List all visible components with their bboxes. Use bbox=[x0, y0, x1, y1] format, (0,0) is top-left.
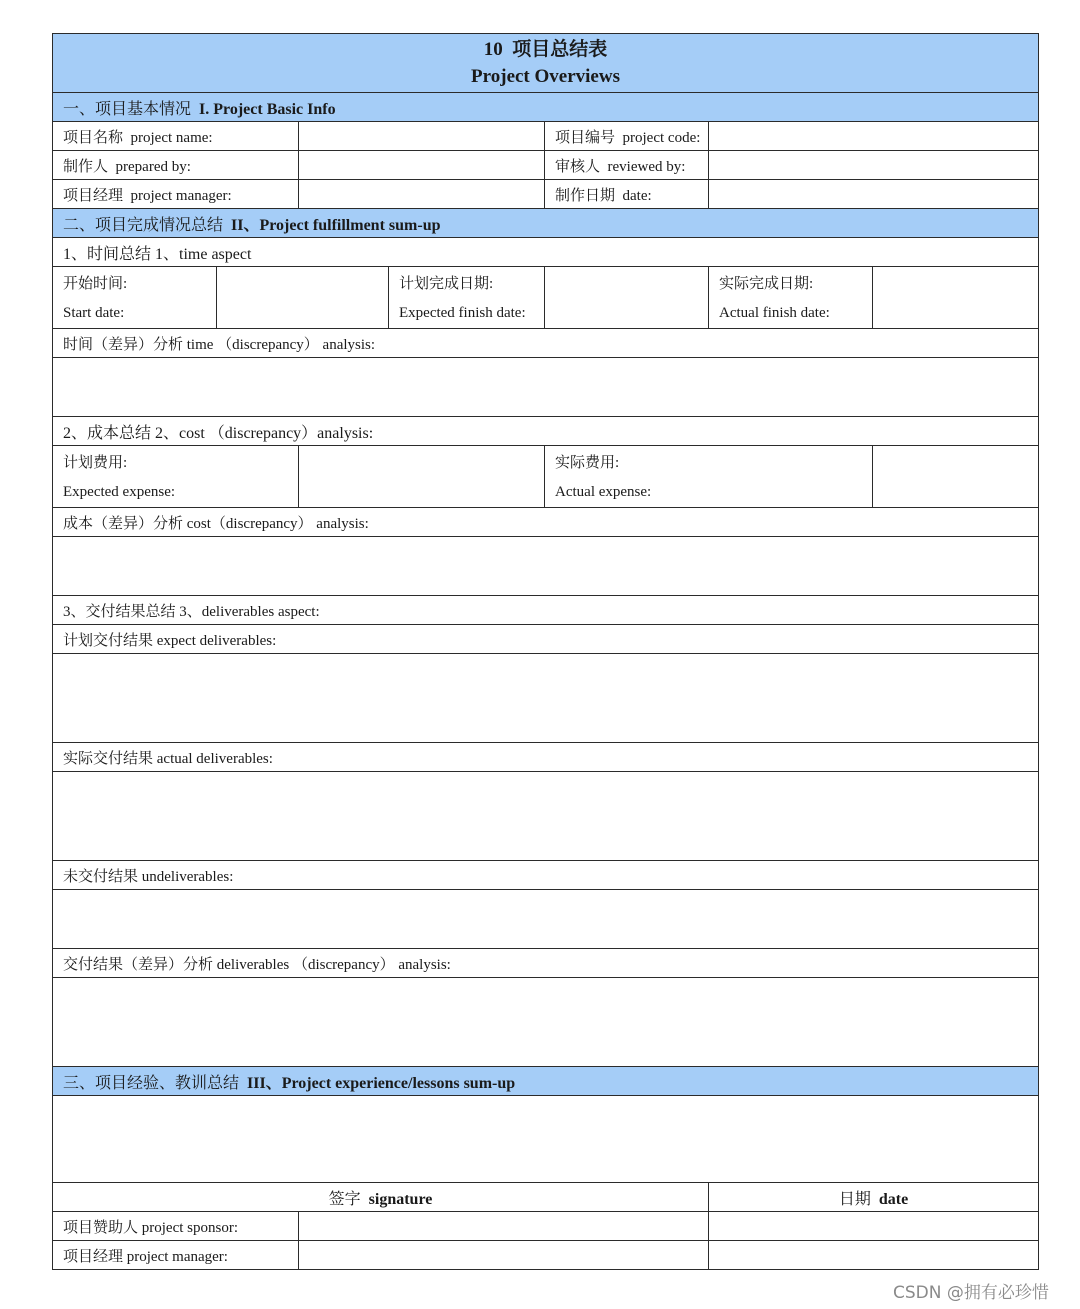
project-manager-label: 项目经理 project manager: bbox=[53, 180, 299, 209]
actual-finish-field[interactable] bbox=[873, 267, 1039, 329]
signature-header: 签字 signature bbox=[53, 1183, 709, 1212]
time-analysis-label: 时间（差异）分析 time （discrepancy） analysis: bbox=[53, 329, 1039, 358]
table-row bbox=[53, 122, 1039, 151]
project-code-field[interactable] bbox=[709, 122, 1039, 151]
sponsor-label: 项目赞助人 project sponsor: bbox=[53, 1212, 299, 1241]
project-overview-form bbox=[52, 33, 1038, 1270]
start-date-field[interactable] bbox=[217, 267, 389, 329]
prepared-by-field[interactable] bbox=[299, 151, 545, 180]
deliverables-analysis-field[interactable] bbox=[53, 978, 1039, 1067]
deliverables-aspect-heading: 3、交付结果总结 3、deliverables aspect: bbox=[53, 596, 1039, 625]
cost-aspect-heading: 2、成本总结 2、cost （discrepancy）analysis: bbox=[53, 417, 1039, 446]
undeliverables-label: 未交付结果 undeliverables: bbox=[53, 861, 1039, 890]
expected-finish-label: 计划完成日期: Expected finish date: bbox=[389, 267, 545, 329]
project-manager-field[interactable] bbox=[299, 180, 545, 209]
form-table bbox=[52, 33, 1039, 1270]
table-row bbox=[53, 180, 1039, 209]
actual-expense-field[interactable] bbox=[873, 446, 1039, 508]
cost-analysis-label: 成本（差异）分析 cost（discrepancy） analysis: bbox=[53, 508, 1039, 537]
project-name-field[interactable] bbox=[299, 122, 545, 151]
table-row bbox=[53, 151, 1039, 180]
actual-finish-label: 实际完成日期: Actual finish date: bbox=[709, 267, 873, 329]
section2-label-en: II、Project fulfillment sum-up bbox=[231, 216, 441, 234]
lessons-field[interactable] bbox=[53, 1096, 1039, 1183]
table-row bbox=[53, 1183, 1039, 1212]
expect-deliverables-field[interactable] bbox=[53, 654, 1039, 743]
deliverables-analysis-label: 交付结果（差异）分析 deliverables （discrepancy） analysis: bbox=[53, 949, 1039, 978]
table-row bbox=[53, 446, 1039, 508]
cost-analysis-field[interactable] bbox=[53, 537, 1039, 596]
manager-label: 项目经理 project manager: bbox=[53, 1241, 299, 1270]
section-lessons-header bbox=[53, 1067, 1039, 1096]
sponsor-date-field[interactable] bbox=[709, 1212, 1039, 1241]
actual-deliverables-field[interactable] bbox=[53, 772, 1039, 861]
reviewed-by-label: 审核人 reviewed by: bbox=[545, 151, 709, 180]
manager-date-field[interactable] bbox=[709, 1241, 1039, 1270]
section1-label-cn: 一、项目基本情况 bbox=[63, 100, 192, 118]
table-row bbox=[53, 267, 1039, 329]
title-number: 10 bbox=[483, 39, 503, 60]
title-cn: 项目总结表 bbox=[512, 39, 608, 60]
table-row bbox=[53, 1212, 1039, 1241]
watermark: CSDN @拥有必珍惜 bbox=[893, 1283, 1049, 1303]
undeliverables-field[interactable] bbox=[53, 890, 1039, 949]
expected-expense-field[interactable] bbox=[299, 446, 545, 508]
date-header: 日期 date bbox=[709, 1183, 1039, 1212]
section-basic-info-header bbox=[53, 93, 1039, 122]
section3-label-en: III、Project experience/lessons sum-up bbox=[247, 1074, 516, 1092]
time-aspect-heading: 1、时间总结 1、time aspect bbox=[53, 238, 1039, 267]
actual-expense-label: 实际费用: Actual expense: bbox=[545, 446, 873, 508]
sponsor-signature-field[interactable] bbox=[299, 1212, 709, 1241]
start-date-label: 开始时间: Start date: bbox=[53, 267, 217, 329]
section1-label-en: I. Project Basic Info bbox=[199, 100, 336, 118]
project-code-label: 项目编号 project code: bbox=[545, 122, 709, 151]
date-label: 制作日期 date: bbox=[545, 180, 709, 209]
project-name-label: 项目名称 project name: bbox=[53, 122, 299, 151]
title-en: Project Overviews bbox=[471, 66, 620, 87]
prepared-by-label: 制作人 prepared by: bbox=[53, 151, 299, 180]
form-title bbox=[53, 34, 1039, 93]
time-analysis-field[interactable] bbox=[53, 358, 1039, 417]
date-field[interactable] bbox=[709, 180, 1039, 209]
reviewed-by-field[interactable] bbox=[709, 151, 1039, 180]
section-fulfillment-header bbox=[53, 209, 1039, 238]
manager-signature-field[interactable] bbox=[299, 1241, 709, 1270]
expect-deliverables-label: 计划交付结果 expect deliverables: bbox=[53, 625, 1039, 654]
expected-finish-field[interactable] bbox=[545, 267, 709, 329]
actual-deliverables-label: 实际交付结果 actual deliverables: bbox=[53, 743, 1039, 772]
table-row bbox=[53, 1241, 1039, 1270]
section2-label-cn: 二、项目完成情况总结 bbox=[63, 216, 224, 234]
section3-label-cn: 三、项目经验、教训总结 bbox=[63, 1074, 240, 1092]
expected-expense-label: 计划费用: Expected expense: bbox=[53, 446, 299, 508]
